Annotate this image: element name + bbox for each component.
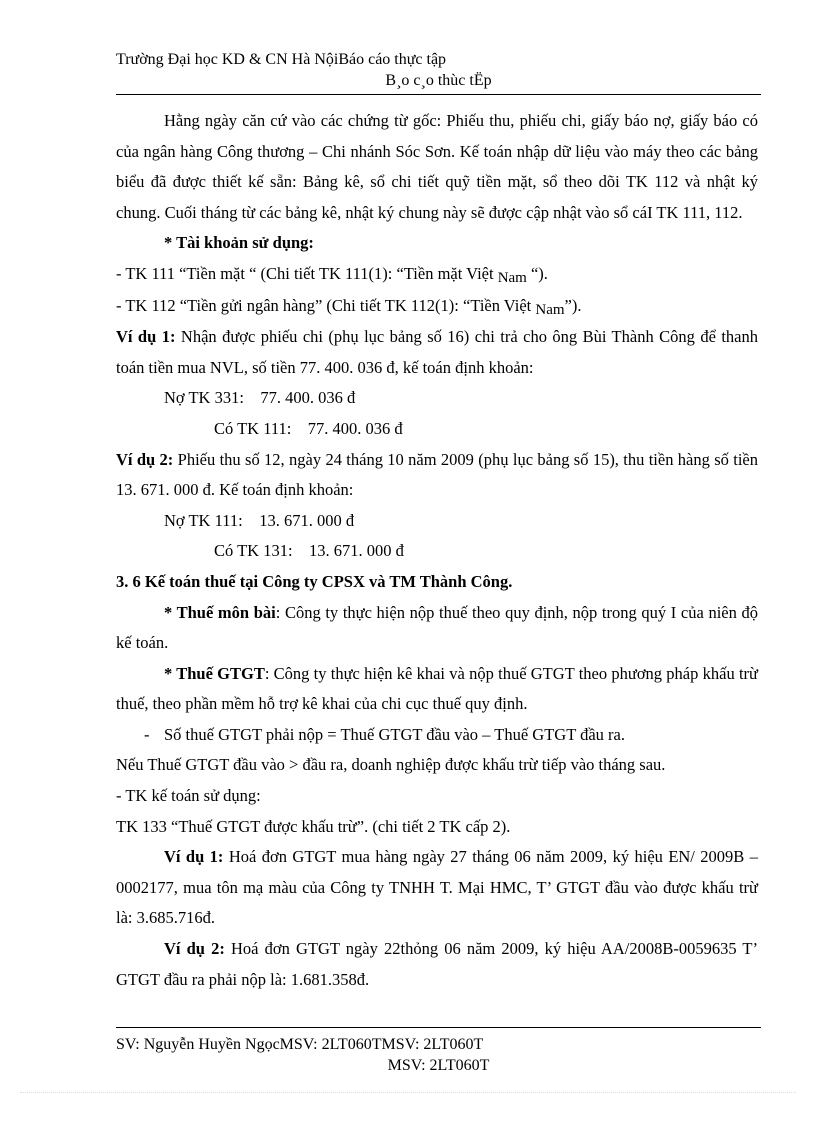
- tk-used-line: - TK kế toán sử dụng:: [116, 786, 261, 806]
- tk111-line: [116, 259, 758, 291]
- example-1-label: Ví dụ 1:: [116, 327, 176, 347]
- footer-rule: [116, 1027, 761, 1028]
- header-rule: [116, 94, 761, 95]
- condition-line: Nếu Thuế GTGT đầu vào > đầu ra, doanh nghiệp được khấu trừ tiếp vào tháng sau.: [116, 755, 666, 775]
- footer-line-1: SV: Nguyễn Huyền NgọcMSV: 2LT060TMSV: 2LT060T: [116, 1036, 484, 1053]
- tk111-end: “).: [526, 263, 548, 283]
- formula-text: Số thuế GTGT phải nộp = Thuế GTGT đầu vào – Thuế GTGT đầu ra.: [164, 724, 625, 744]
- formula-line: [116, 720, 758, 751]
- mon-bai-label: * Thuế môn bài: [164, 602, 276, 622]
- example-3-text: Hoá đơn GTGT mua hàng ngày 27 tháng 06 năm 2009, ký hiệu EN/ 2009B – 0002177, mua tôn mạ màu của Công ty TNHH T. Mại HMC, T’ GTGT đầu vào được khấu trừ là: 3.685.716đ.: [116, 847, 758, 928]
- formula-dash: -: [144, 724, 150, 744]
- example-1-credit: Có TK 111: 77. 400. 036 đ: [214, 418, 403, 438]
- gtgt-text: : Công ty thực hiện kê khai và nộp thuế GTGT theo phương pháp khấu trừ thuế, theo phần mềm hỗ trợ kê khai của chi cục thuế quy định.: [116, 663, 758, 714]
- example-1-text: Nhận được phiếu chi (phụ lục bảng số 16) chi trả cho ông Bùi Thành Công để thanh toán tiền mua NVL, số tiền 77. 400. 036 đ, kế toán định khoản:: [116, 327, 758, 377]
- example-1-debit: Nợ TK 331: 77. 400. 036 đ: [164, 388, 356, 408]
- paragraph-gtgt: [116, 659, 758, 720]
- tk112-line: [116, 291, 758, 323]
- paragraph-mon-bai: [116, 598, 758, 659]
- section-heading: [116, 567, 758, 598]
- paragraph-intro: Hằng ngày căn cứ vào các chứng từ gốc: Phiếu thu, phiếu chi, giấy báo nợ, giấy báo có của ngân hàng Công thương – Chi nhánh Sóc Sơn. Kế toán nhập dữ liệu vào máy theo các bảng biểu đã được thiết kế sẵn: Bảng kê, sổ chi tiết quỹ tiền mặt, sổ theo dõi TK 112 và nhật ký chung. Cuối tháng từ các bảng kê, nhật ký chung này sẽ được cập nhật vào sổ cáI TK 111, 112.: [116, 111, 758, 222]
- accounts-heading-text: * Tài khoản sử dụng:: [164, 233, 314, 253]
- example-2-debit: Nợ TK 111: 13. 671. 000 đ: [164, 510, 355, 530]
- example-4-text: Hoá đơn GTGT ngày 22thỏng 06 năm 2009, ký hiệu AA/2008B-0059635 T’ GTGT đầu ra phải nộp là: 1.681.358đ.: [116, 939, 758, 989]
- header-line-1: Trường Đại học KD & CN Hà NộiBáo cáo thực tập: [116, 51, 447, 68]
- section-heading-text: 3. 6 Kế toán thuế tại Công ty CPSX và TM Thành Công.: [116, 571, 513, 591]
- example-3: [116, 842, 758, 934]
- tk112-end: ”).: [564, 295, 582, 315]
- gtgt-label: * Thuế GTGT: [164, 663, 265, 683]
- document-body: [116, 106, 758, 995]
- tk112-text: - TK 112 “Tiền gửi ngân hàng” (Chi tiết TK 112(1): “Tiền Việt: [116, 295, 536, 315]
- example-4: [116, 934, 758, 995]
- tk133-line: TK 133 “Thuế GTGT được khấu trừ”. (chi tiết 2 TK cấp 2).: [116, 816, 511, 836]
- header-line-2: B¸o c¸o thùc tËp: [385, 72, 492, 89]
- example-2-credit: Có TK 131: 13. 671. 000 đ: [214, 541, 404, 561]
- example-4-label: Ví dụ 2:: [164, 939, 225, 959]
- tk111-text: - TK 111 “Tiền mặt “ (Chi tiết TK 111(1): “Tiền mặt Việt: [116, 263, 498, 283]
- example-2: [116, 445, 758, 506]
- mon-bai-text: : Công ty thực hiện nộp thuế theo quy định, nộp trong quý I của niên độ kế toán.: [116, 602, 758, 653]
- footer-line-2: MSV: 2LT060T: [387, 1057, 490, 1074]
- accounts-heading: [116, 228, 758, 259]
- example-1: [116, 322, 758, 383]
- example-2-text: Phiếu thu số 12, ngày 24 tháng 10 năm 2009 (phụ lục bảng số 15), thu tiền hàng số tiền 13. 671. 000 đ. Kế toán định khoản:: [116, 449, 758, 500]
- example-3-label: Ví dụ 1:: [164, 847, 224, 867]
- example-2-label: Ví dụ 2:: [116, 449, 174, 469]
- tk112-nam: Nam: [535, 301, 565, 318]
- tk111-nam: Nam: [497, 269, 527, 286]
- page-edge-divider: [20, 1092, 796, 1093]
